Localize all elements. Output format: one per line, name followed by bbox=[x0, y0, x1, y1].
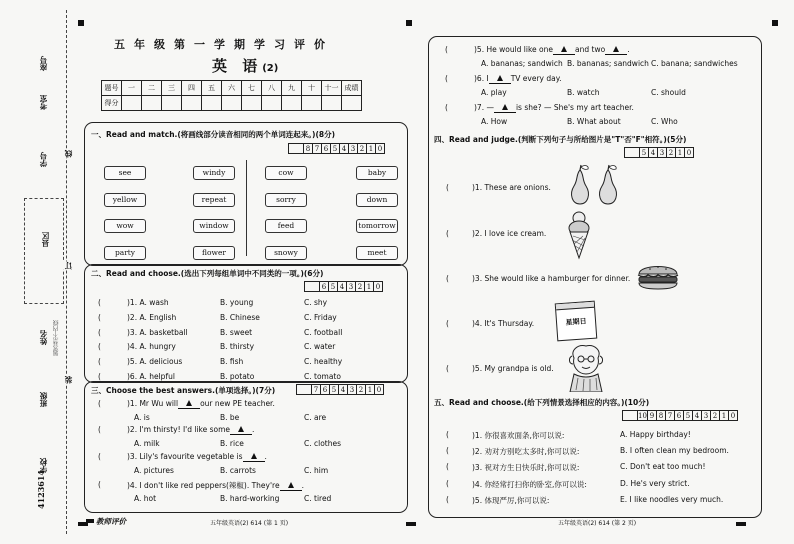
seat-label: 座号 bbox=[39, 56, 48, 71]
option-b: B. bananas; sandwich bbox=[567, 59, 649, 68]
answer-blank[interactable] bbox=[494, 103, 516, 113]
answer-paren: ( bbox=[98, 342, 101, 352]
stem-post: . bbox=[252, 425, 255, 434]
score-label-cell: 得分 bbox=[102, 96, 122, 111]
score-header-cell: 三 bbox=[162, 81, 182, 96]
corner-mark bbox=[78, 20, 84, 26]
question-option-a: )2. A. English bbox=[127, 312, 177, 322]
points-cell[interactable]: 3 bbox=[701, 411, 710, 421]
class-label: 班级 bbox=[39, 392, 48, 407]
points-cell[interactable]: 6 bbox=[321, 385, 330, 395]
points-cell[interactable]: 7 bbox=[312, 385, 321, 395]
judge-sentence: )5. My grandpa is old. bbox=[472, 364, 554, 373]
match-word[interactable]: snowy bbox=[265, 246, 307, 260]
answer-blank[interactable] bbox=[280, 481, 302, 491]
points-cell[interactable]: 0 bbox=[375, 385, 384, 395]
points-row bbox=[289, 144, 385, 154]
points-cell[interactable]: 8 bbox=[656, 411, 665, 421]
option-b: B. hard-working bbox=[220, 494, 280, 503]
score-header-cell: 十 bbox=[302, 81, 322, 96]
stem-mid: and two bbox=[575, 45, 606, 54]
pears-picture bbox=[566, 164, 626, 206]
match-word[interactable]: meet bbox=[356, 246, 398, 260]
section-4-points bbox=[624, 147, 694, 158]
option-c: C. banana; sandwiches bbox=[651, 59, 738, 68]
points-cell[interactable]: 0 bbox=[374, 282, 383, 292]
answer-paren[interactable]: ( bbox=[98, 399, 101, 408]
score-value-row bbox=[102, 96, 362, 111]
option-c: C. healthy bbox=[304, 357, 343, 367]
points-cell[interactable]: 8 bbox=[304, 144, 313, 154]
points-cell[interactable]: 2 bbox=[710, 411, 719, 421]
match-word[interactable]: sorry bbox=[265, 193, 307, 207]
cut-line bbox=[66, 10, 67, 534]
points-cell[interactable]: 4 bbox=[340, 144, 349, 154]
option-b: B. potato bbox=[220, 372, 255, 381]
score-input-cell[interactable] bbox=[222, 96, 242, 111]
answer-paren[interactable]: ( bbox=[446, 229, 449, 238]
points-cell[interactable]: 5 bbox=[329, 282, 338, 292]
score-header-cell: 题号 bbox=[102, 81, 122, 96]
points-cell[interactable]: 0 bbox=[728, 411, 737, 421]
option-c: C. clothes bbox=[304, 439, 342, 448]
option-b: B. thirsty bbox=[220, 342, 255, 352]
question-stem bbox=[127, 425, 254, 435]
points-cell[interactable]: 10 bbox=[638, 411, 647, 420]
judge-sentence: )1. These are onions. bbox=[472, 183, 551, 192]
blank-triangle-icon bbox=[186, 400, 192, 406]
score-input-cell[interactable] bbox=[262, 96, 282, 111]
points-cell[interactable]: 5 bbox=[330, 385, 339, 395]
option-a: A. hot bbox=[134, 494, 157, 503]
score-input-cell[interactable] bbox=[202, 96, 222, 111]
points-cell[interactable]: 6 bbox=[674, 411, 683, 421]
answer-paren[interactable]: ( bbox=[446, 494, 449, 504]
points-cell[interactable]: 1 bbox=[676, 148, 685, 158]
question-stem bbox=[127, 480, 304, 491]
score-header-cell: 七 bbox=[242, 81, 262, 96]
score-header-cell: 一 bbox=[122, 81, 142, 96]
section-3-title: 三、Choose the best answers.(单项选择。)(7分) bbox=[91, 386, 276, 395]
score-input-cell[interactable] bbox=[162, 96, 182, 111]
stem-post: TV every day. bbox=[510, 74, 562, 83]
option-b: B. What about bbox=[567, 117, 621, 126]
answer-paren[interactable]: ( bbox=[446, 430, 449, 439]
section-2-title: 二、Read and choose.(选出下列每组单词中不同类的一项。)(6分) bbox=[91, 269, 324, 278]
option-a: A. How bbox=[481, 117, 508, 126]
teacher-evaluation: 教师评价 bbox=[96, 517, 126, 526]
points-cell[interactable]: 5 bbox=[331, 144, 340, 154]
calendar-picture bbox=[555, 301, 598, 342]
edition: (2) bbox=[262, 63, 279, 74]
score-header-cell: 四 bbox=[182, 81, 202, 96]
answer-paren[interactable]: ( bbox=[445, 103, 448, 112]
no-answer-warning: 题答禁不内线 bbox=[53, 320, 60, 356]
points-cell[interactable]: 4 bbox=[338, 282, 347, 292]
option-c: C. tired bbox=[304, 494, 332, 503]
page-1-footer: 五年级英语(2) 614 (第 1 页) bbox=[210, 520, 289, 527]
option-c: C. Who bbox=[651, 117, 678, 126]
cut-line-char: 订 bbox=[64, 262, 73, 270]
stem-pre: )5. He would like one bbox=[474, 45, 554, 54]
situation-text: )5. 体现严厉,你可以说: bbox=[472, 495, 550, 505]
situation-text: )3. 祝对方生日快乐时,你可以说: bbox=[472, 463, 580, 473]
option-c: C. Friday bbox=[304, 312, 337, 322]
subject-title: 英 语(2) bbox=[212, 57, 279, 75]
section-5-title: 五、Read and choose.(给下列情景选择相应的内容。)(10分) bbox=[434, 398, 650, 407]
points-cell[interactable]: 4 bbox=[692, 411, 701, 421]
answer-paren[interactable]: ( bbox=[446, 446, 449, 456]
score-input-cell[interactable] bbox=[342, 96, 362, 111]
answer-paren[interactable]: ( bbox=[445, 45, 448, 54]
option-b: B. fish bbox=[220, 357, 244, 367]
points-cell[interactable]: 2 bbox=[358, 144, 367, 154]
points-cell[interactable]: 1 bbox=[367, 144, 376, 154]
match-word[interactable]: tomorrow bbox=[356, 219, 398, 233]
stem-post: . bbox=[264, 452, 267, 461]
option-c: C. water bbox=[304, 342, 336, 352]
points-cell[interactable]: 0 bbox=[685, 148, 694, 158]
match-word[interactable]: see bbox=[104, 166, 146, 180]
question-stem bbox=[127, 452, 267, 462]
points-cell[interactable]: 3 bbox=[347, 282, 356, 292]
area-box bbox=[24, 198, 64, 304]
answer-paren: ( bbox=[98, 372, 101, 381]
score-input-cell[interactable] bbox=[182, 96, 202, 111]
score-input-cell[interactable] bbox=[242, 96, 262, 111]
answer-paren[interactable]: ( bbox=[446, 183, 449, 192]
section-4-title: 四、Read and judge.(判断下列句子与所给图片是"T"否"F"相符。)(5分) bbox=[434, 135, 687, 144]
blank-triangle-icon bbox=[497, 75, 503, 81]
option-a: A. play bbox=[481, 88, 507, 97]
question-option-a: )6. A. helpful bbox=[127, 372, 175, 381]
match-word[interactable]: flower bbox=[193, 246, 235, 260]
match-word[interactable]: window bbox=[193, 219, 235, 233]
corner-mark bbox=[736, 522, 746, 526]
score-input-cell[interactable] bbox=[282, 96, 302, 111]
page-2-footer: 五年级英语(2) 614 (第 2 页) bbox=[558, 520, 637, 527]
answer-paren[interactable]: ( bbox=[98, 480, 101, 489]
answer-paren[interactable]: ( bbox=[446, 462, 449, 472]
ice-cream-picture bbox=[566, 210, 592, 260]
stem-post: . bbox=[627, 45, 630, 54]
question-stem bbox=[474, 74, 561, 84]
blank-triangle-icon bbox=[238, 426, 244, 432]
answer-paren[interactable]: ( bbox=[98, 425, 101, 434]
score-table bbox=[101, 80, 362, 111]
blank-triangle-icon bbox=[502, 104, 508, 110]
situation-text: )1. 你很喜欢面条,你可以说: bbox=[472, 431, 565, 440]
stem-pre: )3. Lily's favourite vegetable is bbox=[127, 452, 243, 461]
score-header-cell: 成绩 bbox=[342, 81, 362, 96]
number-label: 学号 bbox=[39, 152, 48, 167]
footer-mark bbox=[86, 519, 94, 523]
blank-triangle-icon bbox=[288, 482, 294, 488]
points-blank-cell[interactable] bbox=[625, 148, 640, 158]
grandpa-picture bbox=[566, 344, 606, 392]
calendar-text: 星期日 bbox=[565, 317, 587, 327]
answer-paren[interactable]: ( bbox=[446, 274, 449, 283]
judge-sentence: )3. She would like a hamburger for dinner. bbox=[472, 274, 631, 283]
option-a: A. pictures bbox=[134, 466, 174, 475]
area-label: 县区 bbox=[41, 232, 50, 247]
answer-blank[interactable] bbox=[243, 452, 265, 462]
blank-triangle-icon bbox=[613, 46, 619, 52]
answer-blank[interactable] bbox=[178, 399, 200, 409]
section-3-points bbox=[296, 384, 384, 395]
points-blank-cell[interactable] bbox=[623, 411, 638, 421]
points-cell[interactable]: 3 bbox=[349, 144, 358, 154]
match-word[interactable]: down bbox=[356, 193, 398, 207]
points-cell[interactable]: 1 bbox=[719, 411, 728, 421]
corner-mark bbox=[772, 20, 778, 26]
answer-blank[interactable] bbox=[605, 45, 630, 55]
score-header-row bbox=[102, 81, 362, 96]
points-row bbox=[623, 411, 738, 421]
answer-paren[interactable]: ( bbox=[98, 452, 101, 461]
option-c: C. shy bbox=[304, 298, 328, 307]
question-option-a: )4. A. hungry bbox=[127, 342, 176, 352]
points-blank-cell[interactable] bbox=[289, 144, 304, 154]
option-c: C. are bbox=[304, 413, 327, 422]
response-option: B. I often clean my bedroom. bbox=[620, 446, 729, 456]
option-a: A. milk bbox=[134, 439, 160, 448]
answer-blank[interactable] bbox=[553, 45, 575, 55]
points-blank-cell[interactable] bbox=[297, 385, 312, 395]
answer-blank[interactable] bbox=[489, 74, 511, 84]
judge-sentence: )4. It's Thursday. bbox=[472, 319, 535, 328]
points-row bbox=[625, 148, 694, 158]
question-stem bbox=[474, 45, 630, 55]
points-blank-cell[interactable] bbox=[305, 282, 320, 292]
response-option: E. I like noodles very much. bbox=[620, 494, 724, 504]
match-word[interactable]: baby bbox=[356, 166, 398, 180]
grade-title: 五年级第一学期学习评价 bbox=[114, 38, 334, 51]
section-1-title: 一、Read and match.(将画线部分读音相同的两个单词连起来。)(8分) bbox=[91, 130, 336, 139]
section-1-points bbox=[288, 143, 385, 154]
points-cell[interactable]: 1 bbox=[366, 385, 375, 395]
section-5-points bbox=[622, 410, 738, 421]
match-divider bbox=[246, 160, 247, 256]
option-b: B. be bbox=[220, 413, 240, 422]
score-header-cell: 六 bbox=[222, 81, 242, 96]
cut-line-char: 装 bbox=[64, 376, 73, 384]
answer-paren[interactable]: ( bbox=[446, 364, 449, 373]
answer-blank[interactable] bbox=[230, 425, 255, 435]
blank-triangle-icon bbox=[561, 46, 567, 52]
option-b: B. rice bbox=[220, 439, 244, 448]
match-word[interactable]: party bbox=[104, 246, 146, 260]
response-option: D. He's very strict. bbox=[620, 478, 690, 488]
score-header-cell: 五 bbox=[202, 81, 222, 96]
points-cell[interactable]: 7 bbox=[313, 144, 322, 154]
judge-sentence: )2. I love ice cream. bbox=[472, 229, 547, 238]
question-option-a: )3. A. basketball bbox=[127, 327, 188, 337]
paper-code: 4123614 bbox=[36, 470, 46, 509]
match-word[interactable]: feed bbox=[265, 219, 307, 233]
points-cell[interactable]: 5 bbox=[640, 148, 649, 158]
room-label: 考室 bbox=[39, 95, 48, 110]
school-label: 学校 bbox=[39, 458, 48, 473]
situation-text: )2. 劝对方别吃太多时,你可以说: bbox=[472, 447, 580, 457]
match-word[interactable]: windy bbox=[193, 166, 235, 180]
response-option: C. Don't eat too much! bbox=[620, 462, 706, 472]
stem-pre: )6. I bbox=[474, 74, 489, 83]
situation-text: )4. 你经常打扫你的卧室,你可以说: bbox=[472, 479, 587, 489]
match-word[interactable]: yellow bbox=[104, 193, 146, 207]
option-b: B. carrots bbox=[220, 466, 256, 475]
response-option: A. Happy birthday! bbox=[620, 430, 691, 439]
stem-post: . bbox=[301, 481, 304, 490]
option-a: A. is bbox=[134, 413, 150, 422]
corner-mark bbox=[406, 20, 412, 26]
stem-pre: )2. I'm thirsty! I'd like some bbox=[127, 425, 231, 434]
points-row bbox=[297, 385, 384, 395]
stem-pre: )7. — bbox=[474, 103, 494, 112]
answer-paren[interactable]: ( bbox=[446, 319, 449, 328]
corner-mark bbox=[406, 522, 416, 526]
blank-triangle-icon bbox=[251, 453, 257, 459]
stem-pre: )4. I don't like red peppers(辣椒). They're bbox=[127, 481, 280, 490]
option-c: C. football bbox=[304, 327, 343, 337]
match-word[interactable]: cow bbox=[265, 166, 307, 180]
points-cell[interactable]: 4 bbox=[649, 148, 658, 158]
points-cell[interactable]: 4 bbox=[339, 385, 348, 395]
score-header-cell: 二 bbox=[142, 81, 162, 96]
match-word[interactable]: wow bbox=[104, 219, 146, 233]
points-cell[interactable]: 3 bbox=[348, 385, 357, 395]
points-cell[interactable]: 6 bbox=[320, 282, 329, 292]
score-header-cell: 九 bbox=[282, 81, 302, 96]
option-c: C. tomato bbox=[304, 372, 341, 381]
answer-paren: ( bbox=[98, 327, 101, 337]
answer-paren[interactable]: ( bbox=[446, 478, 449, 488]
hamburger-picture bbox=[636, 262, 680, 290]
option-b: B. Chinese bbox=[220, 312, 260, 322]
stem-post: our new PE teacher. bbox=[200, 399, 275, 408]
score-input-cell[interactable] bbox=[142, 96, 162, 111]
question-option-a: )1. A. wash bbox=[127, 298, 169, 307]
option-b: B. watch bbox=[567, 88, 600, 97]
option-b: B. young bbox=[220, 298, 254, 307]
points-cell[interactable]: 7 bbox=[665, 411, 674, 421]
score-input-cell[interactable] bbox=[322, 96, 342, 111]
question-stem bbox=[474, 103, 634, 113]
points-cell[interactable]: 2 bbox=[357, 385, 366, 395]
match-word[interactable]: repeat bbox=[193, 193, 235, 207]
question-stem bbox=[127, 399, 275, 409]
stem-pre: )1. Mr Wu will bbox=[127, 399, 179, 408]
question-option-a: )5. A. delicious bbox=[127, 357, 183, 367]
cut-line-char: 线 bbox=[64, 150, 73, 158]
points-cell[interactable]: 2 bbox=[356, 282, 365, 292]
answer-paren: ( bbox=[98, 357, 101, 367]
stem-post: is she? — She's my art teacher. bbox=[515, 103, 634, 112]
answer-paren: ( bbox=[98, 312, 101, 322]
option-b: B. sweet bbox=[220, 327, 253, 337]
points-cell[interactable]: 2 bbox=[667, 148, 676, 158]
score-header-cell: 十一 bbox=[322, 81, 342, 96]
points-cell[interactable]: 3 bbox=[658, 148, 667, 158]
points-cell[interactable]: 1 bbox=[365, 282, 374, 292]
option-a: A. bananas; sandwich bbox=[481, 59, 563, 68]
section-2-points bbox=[304, 281, 383, 292]
points-cell[interactable]: 6 bbox=[322, 144, 331, 154]
option-c: C. him bbox=[304, 466, 329, 475]
points-cell[interactable]: 0 bbox=[376, 144, 385, 154]
score-input-cell[interactable] bbox=[122, 96, 142, 111]
name-label: 姓名 bbox=[39, 330, 48, 345]
answer-paren[interactable]: ( bbox=[445, 74, 448, 83]
points-row bbox=[305, 282, 383, 292]
option-c: C. should bbox=[651, 88, 686, 97]
score-header-cell: 八 bbox=[262, 81, 282, 96]
points-cell[interactable]: 9 bbox=[647, 411, 656, 421]
score-input-cell[interactable] bbox=[302, 96, 322, 111]
answer-paren: ( bbox=[98, 298, 101, 307]
points-cell[interactable]: 5 bbox=[683, 411, 692, 421]
